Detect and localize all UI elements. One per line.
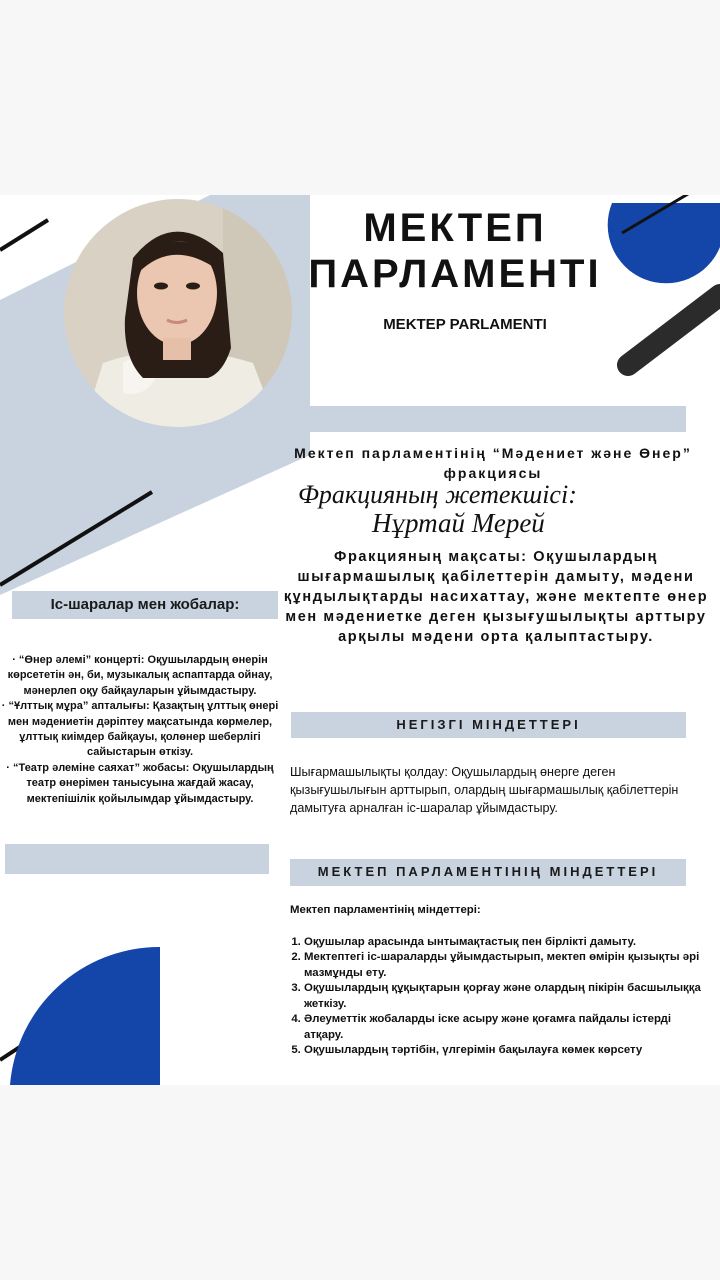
title-line-1: МЕКТЕП (363, 206, 547, 250)
black-stripe-top (0, 220, 48, 250)
avatar (63, 198, 293, 428)
duties-list (290, 935, 710, 1059)
duties-block (290, 903, 710, 1059)
poster (0, 195, 720, 1085)
events-list (0, 653, 280, 807)
faction-goal: Фракцияның мақсаты: Оқушылардың шығармашылық қабілеттерін дамыту, мәдени құндылықтарды насихаттау, және мектепте өнер мен мәдениетке деген қызығушылықты арттыру арқылы мәдени орта қалыптастыру. (283, 549, 709, 645)
list-item: · “Өнер әлемі” концерті: Оқушылардың өнерін көрсететін ән, би, музыкалық аспаптарда ойнау, мәнерлеп оқу байқауларын ұйымдастыру. (7, 654, 273, 697)
gray-rounded-bar (628, 295, 720, 365)
duties-intro: Мектеп парламентінің міндеттері: (290, 904, 481, 916)
events-heading: Іс-шаралар мен жобалар: (50, 596, 240, 613)
main-tasks-heading: НЕГІЗГІ МІНДЕТТЕРІ (396, 717, 581, 732)
duties-heading: МЕКТЕП ПАРЛАМЕНТІНІҢ МІНДЕТТЕРІ (317, 864, 659, 879)
title-line-2: ПАРЛАМЕНТІ (308, 252, 602, 296)
main-tasks-text: Шығармашылықты қолдау: Оқушылардың өнерге деген қызығушылығын арттырып, олардың шығармашылық қабілеттерін дамытуға арналған іс-шаралар ұйымдастыру. (290, 765, 679, 815)
list-item: 4. Әлеуметтік жобаларды іске асыру және қоғамға пайдалы істерді атқару. (304, 1012, 710, 1043)
faction-name: Мектеп парламентінің “Мәдениет және Өнер” фракциясы (294, 445, 692, 481)
list-item: 1. Оқушылар арасында ынтымақтастық пен бірлікті дамыту. (304, 935, 710, 951)
events-footer-bar (5, 844, 269, 874)
blue-quarter-circle-top (608, 203, 720, 283)
page-title (300, 205, 610, 297)
leader-name: Нұртай Мерей (372, 508, 545, 538)
list-item: 2. Мектептегі іс-шараларды ұйымдастырып, мектеп өмірін қызықты әрі мазмұнды ету. (304, 950, 710, 981)
list-item: · “Театр әлеміне саяхат” жобасы: Оқушылардың театр өнерімен танысуына жағдай жасау, мектепішілік қойылымдар ұйымдастыру. (6, 761, 274, 805)
list-item: · “Ұлттық мұра” апталығы: Қазақтың ұлттық өнері мен мәдениетін дәріптеу мақсатында көрмелер, ұлттық киімдер байқауы, қолөнер шеберлігі сайыстарын өткізу. (1, 700, 279, 759)
page-subtitle: MEKTEP PARLAMENTI (383, 316, 547, 333)
header-divider-bar (291, 406, 686, 432)
list-item: 3. Оқушылардың құқықтарын қорғау және олардың пікірін басшылыққа жеткізу. (304, 981, 710, 1012)
list-item: 5. Оқушылардың тәртібін, үлгерімін бақылауға көмек көрсету (304, 1043, 710, 1059)
leader-label: Фракцияның жетекшісі: (298, 480, 577, 509)
